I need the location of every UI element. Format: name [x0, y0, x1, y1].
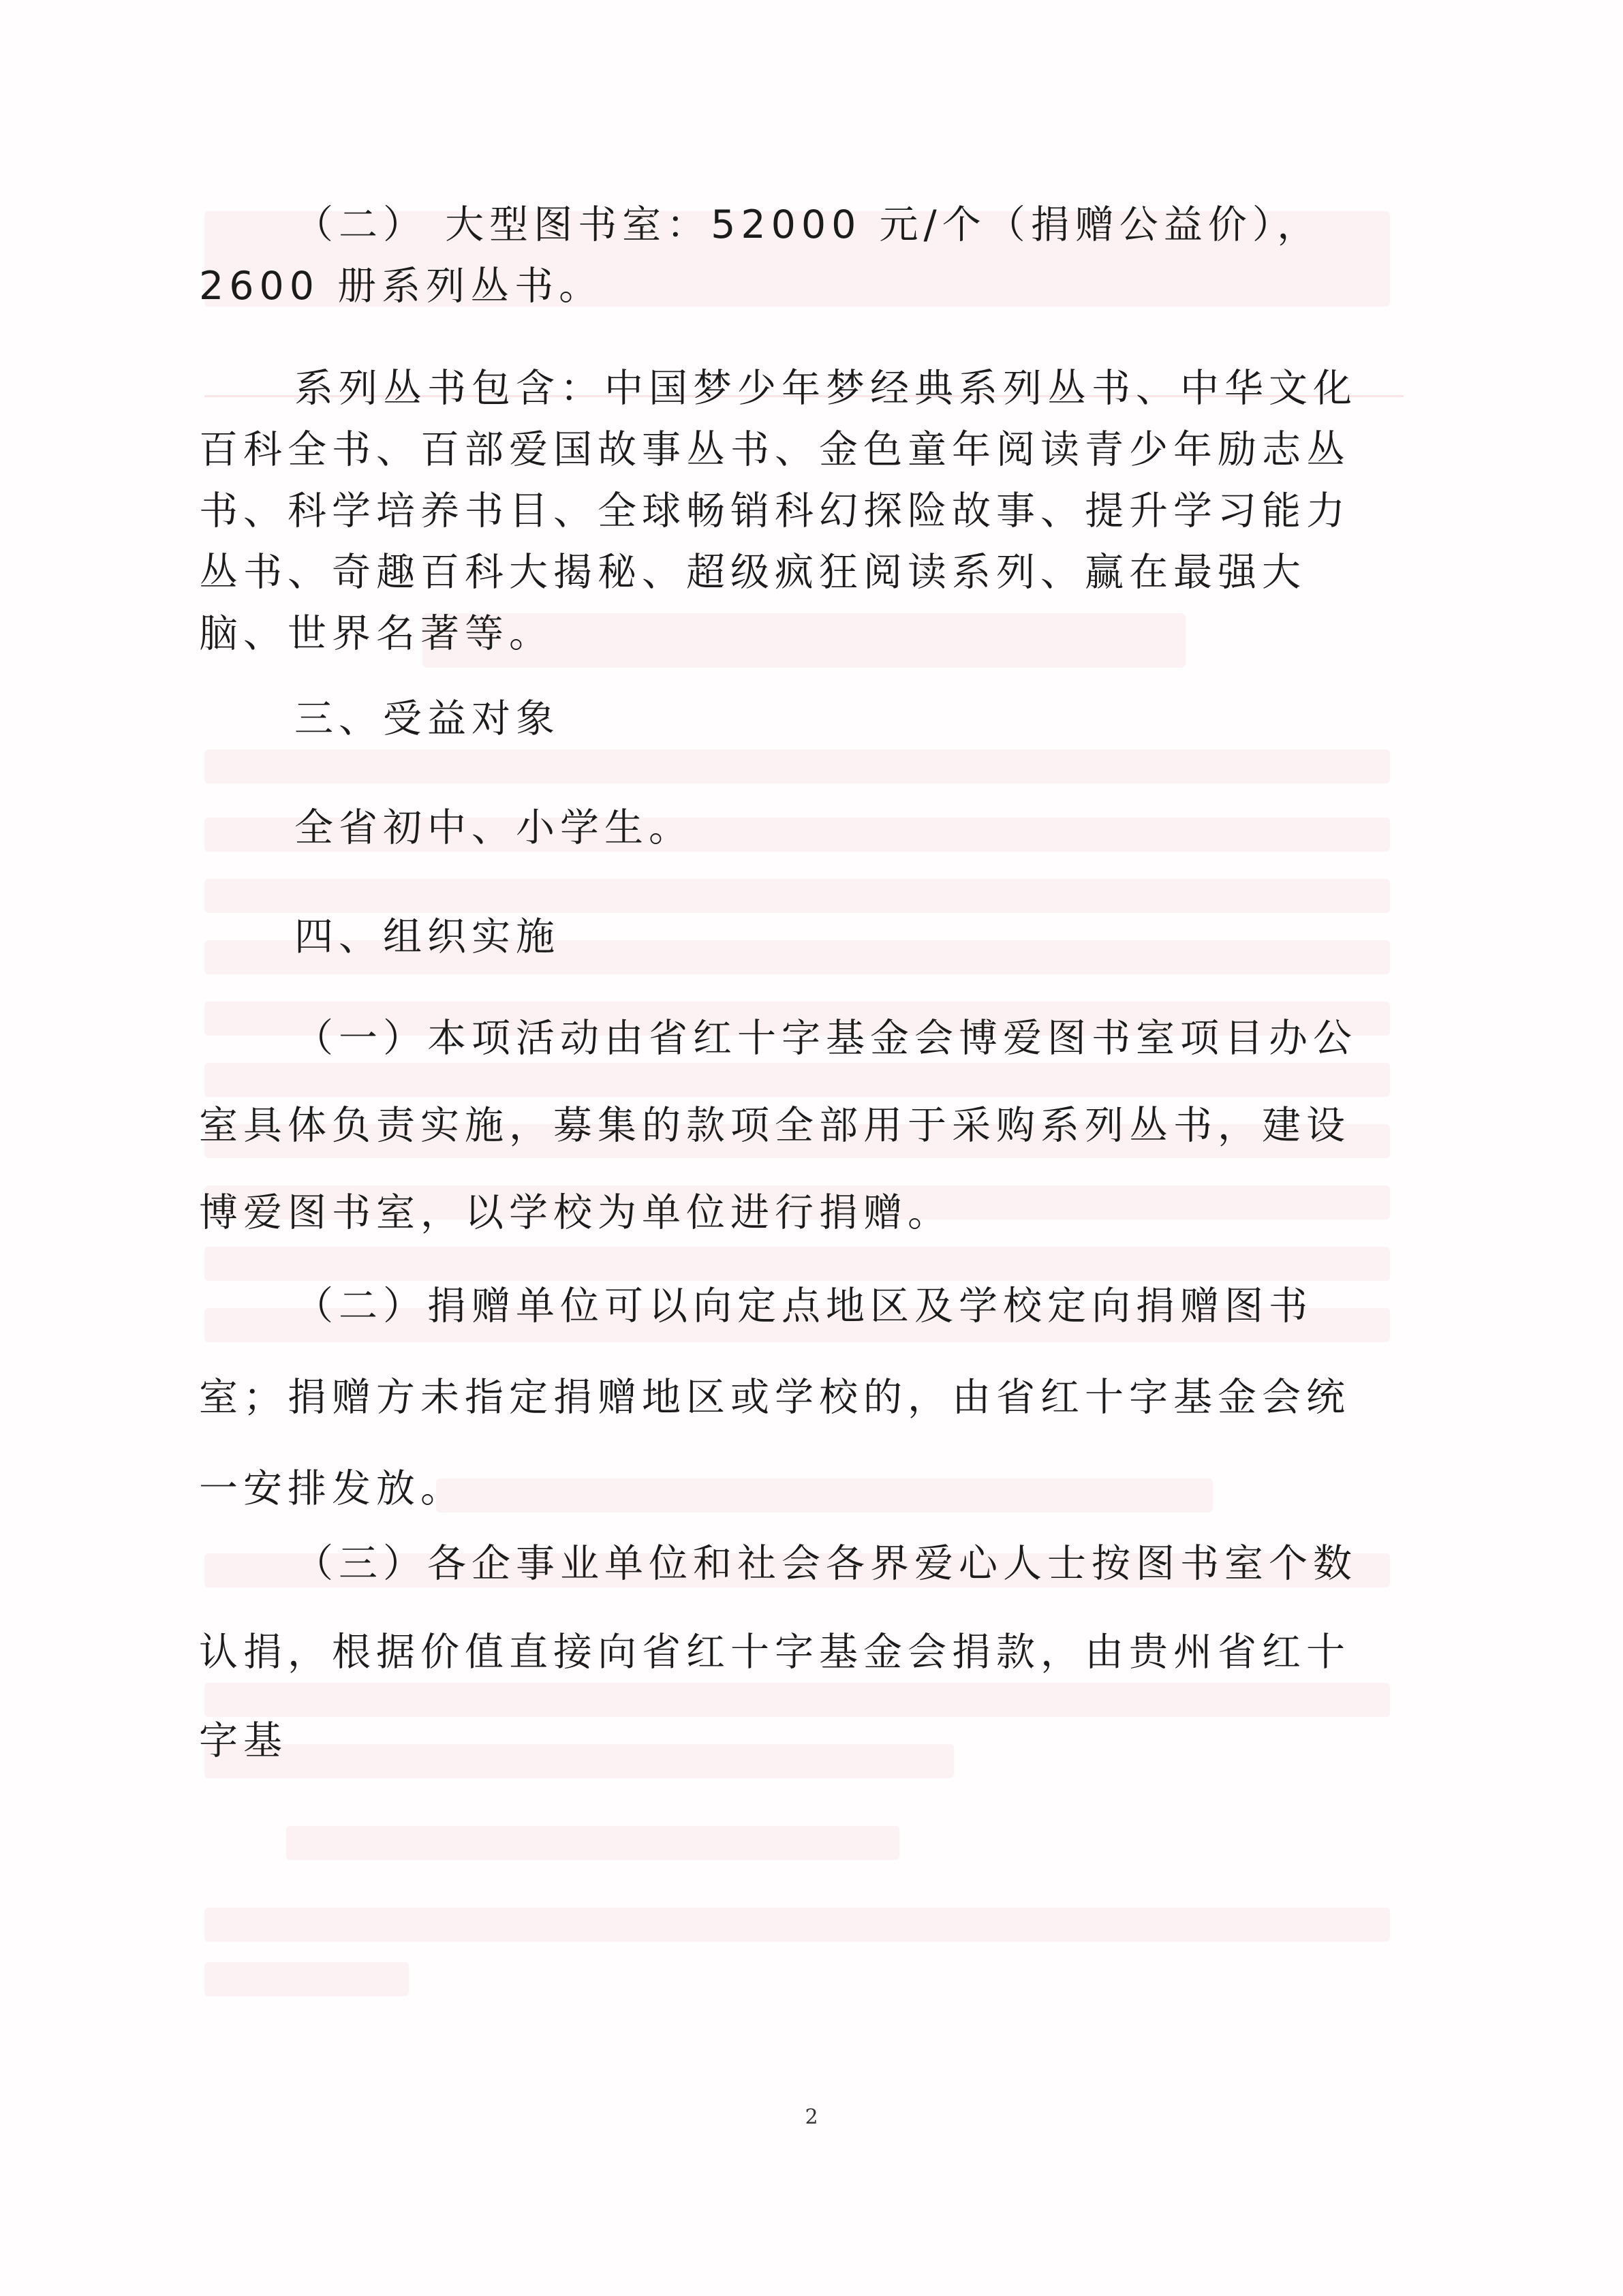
paragraph-beneficiaries: 全省初中、小学生。: [294, 805, 693, 850]
paragraph-implementation-3: （三）各企事业单位和社会各界爱心人士按图书室个数认捐，根据价值直接向省红十字基金会捐款，由贵州省红十字基: [199, 1541, 1357, 1763]
paragraph-book-series-contents: 系列丛书包含：中国梦少年梦经典系列丛书、中华文化百科全书、百部爱国故事丛书、金色童年阅读青少年励志丛书、科学培养书目、全球畅销科幻探险故事、提升学习能力丛书、奇趣百科大揭秘、超级疯狂阅读系列、赢在最强大脑、世界名著等。: [199, 366, 1357, 656]
section-heading-implementation: 四、组织实施: [294, 914, 560, 959]
paragraph-implementation-1: （一）本项活动由省红十字基金会博爱图书室项目办公室具体负责实施，募集的款项全部用于采购系列丛书，建设博爱图书室，以学校为单位进行捐赠。: [199, 1016, 1357, 1235]
paragraph-implementation-2: （二）捐赠单位可以向定点地区及学校定向捐赠图书室；捐赠方未指定捐赠地区或学校的，由省红十字基金会统一安排发放。: [199, 1284, 1350, 1511]
section-heading-beneficiaries: 三、受益对象: [294, 696, 560, 741]
paragraph-large-library: （二） 大型图书室：52000 元/个（捐赠公益价），2600 册系列丛书。: [199, 202, 1322, 309]
page-number: 2: [805, 2105, 818, 2129]
